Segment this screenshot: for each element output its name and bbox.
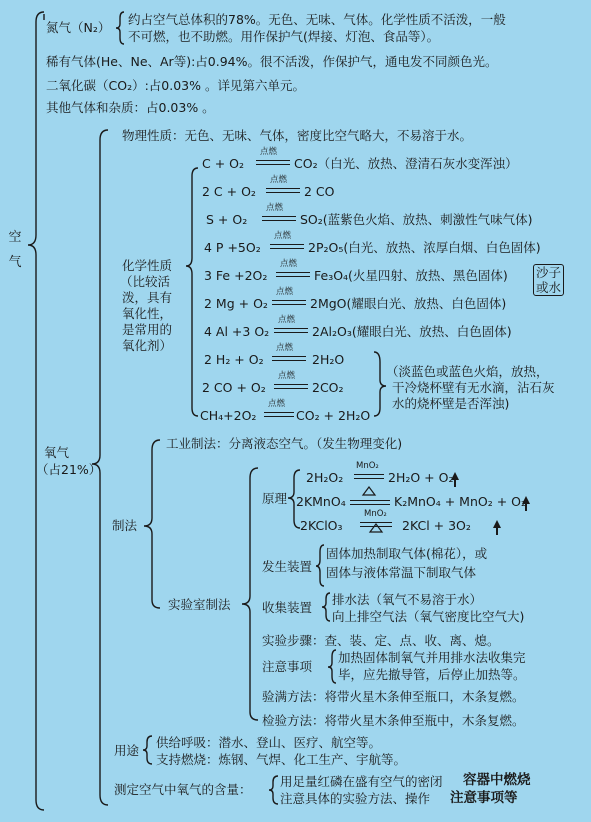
fe-note-line: 沙子 (536, 265, 562, 280)
measure-label: 测定空气中氧气的含量： (114, 782, 252, 797)
oxygen-percent: （占21%） (36, 462, 102, 477)
flame-note-line: 水的烧杯壁是否浑浊) (392, 396, 510, 411)
principle-left: 2KClO₃ (300, 518, 343, 533)
reaction-left: 2 Mg + O₂ (204, 296, 268, 311)
full-check-method: 验满方法：将带火星木条伸至瓶口，木条复燃。 (262, 689, 525, 704)
principle-right: 2KCl + 3O₂ (402, 518, 471, 533)
industrial-method: 工业制法：分离液态空气。（发生物理变化) (166, 436, 403, 451)
reaction-equals (264, 412, 294, 417)
principle-label: 原理 (262, 491, 288, 506)
lab-method-label: 实验室制法 (168, 597, 231, 612)
reaction-right: 2P₂O₅(白光、放热、浓厚白烟、白色固体) (308, 240, 541, 255)
root-label-air-2: 气 (8, 255, 22, 270)
reaction-condition: 点燃 (260, 147, 278, 157)
reaction-equals (270, 244, 304, 249)
reaction-equals (276, 272, 310, 277)
principle-condition: MnO₂ (364, 509, 387, 519)
n2-description-1: 约占空气总体积的78%。无色、无味、气体。化学性质不活泼，一般 (128, 12, 506, 27)
noble-gas-line: 稀有气体(He、Ne、Ar等):占0.94%。很不活泼，作保护气，通电发不同颜色光。 (46, 54, 498, 69)
reaction-left: 2 CO + O₂ (202, 380, 266, 395)
chem-label-line: 化学性质 (122, 258, 173, 273)
reaction-condition: 点燃 (270, 175, 288, 185)
device-item: 固体与液体常温下制取气体 (326, 565, 477, 580)
reaction-condition: 点燃 (276, 287, 294, 297)
reaction-equals (274, 328, 308, 333)
reaction-condition: 点燃 (278, 315, 296, 325)
reaction-right: CO₂（白光、放热、澄清石灰水变浑浊） (294, 156, 518, 171)
reaction-left: 4 Al +3 O₂ (204, 324, 270, 339)
reaction-condition: 点燃 (276, 343, 294, 353)
reaction-condition: 点燃 (274, 231, 292, 241)
reaction-right: 2H₂O (312, 352, 345, 367)
principle-left: 2KMnO₄ (296, 494, 346, 509)
reaction-equals (272, 356, 306, 361)
reaction-condition: 点燃 (266, 203, 284, 213)
device-label: 发生装置 (262, 559, 313, 574)
device-item: 固体加热制取气体(棉花），或 (326, 546, 488, 561)
identify-method: 检验方法：将带火星木条伸至瓶中，木条复燃。 (262, 713, 525, 728)
principle-right: K₂MnO₄ + MnO₂ + O₂ (394, 494, 527, 509)
reaction-left: S + O₂ (206, 212, 248, 227)
collect-item: 向上排空气法（氧气密度比空气大) (332, 609, 525, 624)
reaction-left: 3 Fe +2O₂ (204, 268, 268, 283)
notes-item: 加热固体制氧气并用排水法收集完 (338, 650, 526, 665)
root-label-air-1: 空 (8, 230, 22, 245)
reaction-right: 2 CO (304, 184, 335, 199)
reaction-equals (256, 160, 290, 165)
reaction-equals (266, 188, 300, 193)
co2-line: 二氧化碳（CO₂）:占0.03% 。详见第六单元。 (46, 78, 305, 93)
reaction-equals (274, 384, 308, 389)
reaction-right: 2CO₂ (312, 380, 344, 395)
reaction-equals (262, 216, 296, 221)
uses-item: 供给呼吸：潜水、登山、医疗、航空等。 (156, 735, 382, 750)
fe-note-box (533, 264, 564, 296)
n2-label: 氮气（N₂） (46, 20, 111, 35)
principle-left: 2H₂O₂ (306, 470, 344, 485)
preparation-label: 制法 (112, 518, 138, 533)
principle-equals (354, 474, 384, 479)
reaction-right: Fe₃O₄(火星四射、放热、黑色固体) (314, 268, 508, 283)
oxygen-label: 氧气 (44, 445, 70, 460)
reaction-left: C + O₂ (202, 156, 244, 171)
reaction-left: CH₄+2O₂ (200, 408, 257, 423)
principle-equals (350, 500, 390, 505)
n2-description-2: 不可燃，也不助燃。用作保护气(焊接、灯泡、食品等）。 (128, 29, 440, 44)
reaction-right: 2Al₂O₃(耀眼白光、放热、白色固体) (312, 324, 512, 339)
chem-label-line: 是常用的 (122, 322, 173, 337)
reaction-condition: 点燃 (278, 371, 296, 381)
flame-note-line: （淡蓝色或蓝色火焰，放热， (386, 364, 549, 379)
reaction-right: 2MgO(耀眼白光、放热、白色固体) (310, 296, 507, 311)
reaction-left: 2 H₂ + O₂ (204, 352, 264, 367)
reaction-equals (272, 300, 306, 305)
flame-note-line: 干冷烧杯壁有无水滴，沾石灰 (392, 380, 555, 395)
measure-line: 用足量红磷在盛有空气的密闭 (280, 774, 443, 789)
chem-label-line: 泼，具有 (122, 290, 173, 305)
experiment-steps: 实验步骤：查、装、定、点、收、离、熄。 (262, 633, 500, 648)
reaction-right: CO₂ + 2H₂O (296, 408, 371, 423)
notes-item: 毕，应先撤导管，后停止加热等。 (338, 667, 526, 682)
reaction-condition: 点燃 (268, 399, 286, 409)
chem-label-line: （比较活 (120, 274, 171, 289)
measure-line: 注意具体的实验方法、操作 (280, 791, 431, 806)
fe-note-line: 或水 (536, 280, 562, 295)
chem-label-line: 氧化剂） (122, 338, 173, 353)
reaction-condition: 点燃 (280, 259, 298, 269)
collect-item: 排水法（氧气不易溶于水） (332, 592, 483, 607)
reaction-left: 4 P +5O₂ (204, 240, 261, 255)
principle-equals (360, 522, 392, 527)
other-gas-line: 其他气体和杂质：占0.03% 。 (46, 100, 215, 115)
uses-label: 用途 (114, 743, 140, 758)
reaction-left: 2 C + O₂ (202, 184, 256, 199)
measure-line-bold: 注意事项等 (450, 790, 518, 806)
measure-line-bold: 容器中燃烧 (463, 772, 531, 788)
chem-label-line: 氧化性， (122, 306, 173, 321)
collect-label: 收集装置 (262, 600, 313, 615)
reaction-right: SO₂(蓝紫色火焰、放热、刺激性气味气体) (300, 212, 533, 227)
notes-label: 注意事项 (262, 659, 313, 674)
physical-properties: 物理性质：无色、无味、气体，密度比空气略大，不易溶于水。 (122, 128, 473, 143)
uses-item: 支持燃烧：炼钢、气焊、化工生产、宇航等。 (156, 752, 407, 767)
principle-right: 2H₂O + O₂ (388, 470, 454, 485)
principle-condition: MnO₂ (356, 461, 379, 471)
